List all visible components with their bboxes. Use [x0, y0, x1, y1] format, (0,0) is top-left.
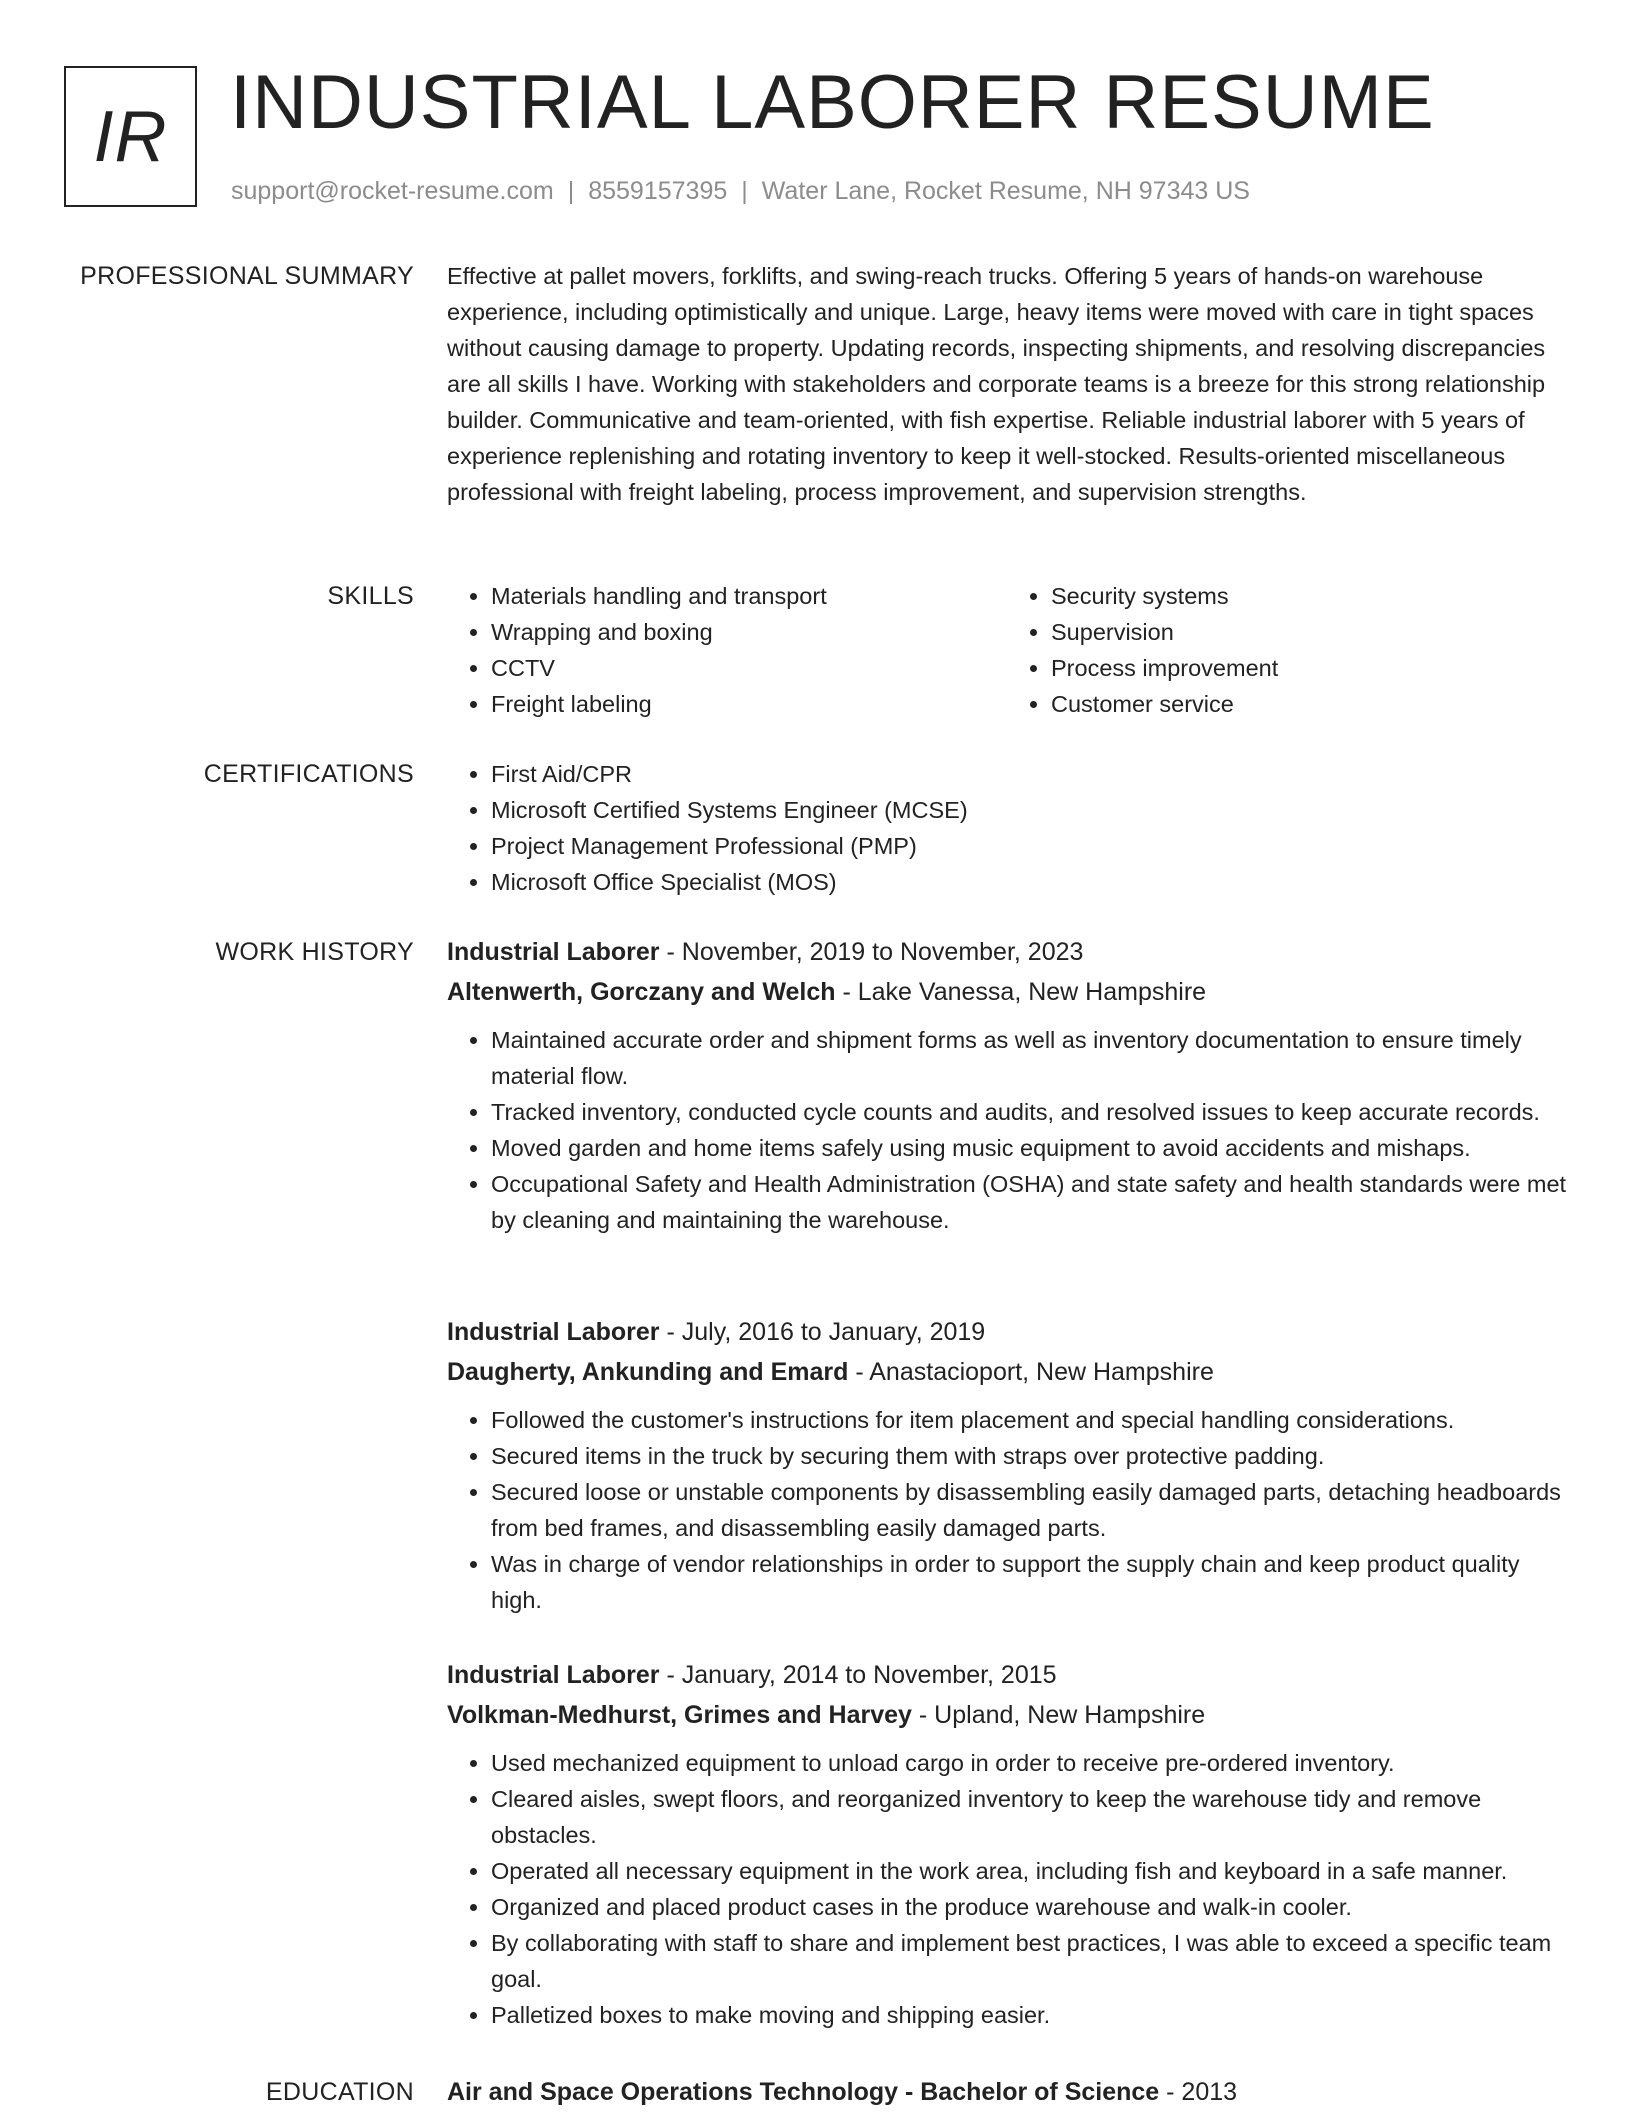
job-bullet: • Tracked inventory, conducted cycle counts and audits, and resolved issues to keep accurate records.	[491, 1094, 1567, 1130]
skill-item: • Materials handling and transport	[491, 578, 1007, 614]
job-title: Industrial Laborer	[447, 938, 660, 966]
job-dates: - November, 2019 to November, 2023	[659, 938, 1084, 966]
job-bullet: • Cleared aisles, swept floors, and reorganized inventory to keep the warehouse tidy and remove obstacles.	[491, 1781, 1567, 1853]
skill-item: • Security systems	[1051, 578, 1567, 614]
job-bullet-list	[447, 1745, 1567, 2033]
skill-item: • Process improvement	[1051, 650, 1567, 686]
job-bullet-list	[447, 1022, 1567, 1238]
section-heading-work-history: WORK HISTORY	[215, 938, 414, 966]
job-company-line	[447, 974, 1567, 1010]
job-title-line	[447, 934, 1567, 970]
job-bullet: • Maintained accurate order and shipment forms as well as inventory documentation to ensure timely material flow.	[491, 1022, 1567, 1094]
section-heading-summary: PROFESSIONAL SUMMARY	[80, 262, 414, 290]
job-bullet: • Moved garden and home items safely using music equipment to avoid accidents and mishaps.	[491, 1130, 1567, 1166]
job-company: Volkman-Medhurst, Grimes and Harvey	[447, 1701, 912, 1729]
contact-email[interactable]: support@rocket-resume.com	[231, 177, 554, 205]
job-company: Daugherty, Ankunding and Emard	[447, 1358, 849, 1386]
contact-line	[231, 175, 1250, 207]
skill-item: • Supervision	[1051, 614, 1567, 650]
job-bullet: • By collaborating with staff to share and implement best practices, I was able to exceed a specific team goal.	[491, 1925, 1567, 1997]
certification-item: • First Aid/CPR	[491, 756, 1567, 792]
education-body	[447, 2074, 1567, 2110]
summary-text: Effective at pallet movers, forklifts, and swing-reach trucks. Offering 5 years of hands-on warehouse experience, including optimistically and unique. Large, heavy items were moved with care in tight spaces without causing damage to property. Updating records, inspecting shipments, and resolving discrepancies are all skills I have. Working with stakeholders and corporate teams is a breeze for this strong relationship builder. Communicative and team-oriented, with fish expertise. Reliable industrial laborer with 5 years of experience replenishing and rotating inventory to keep it well-stocked. Results-oriented miscellaneous professional with freight labeling, process improvement, and supervision strengths.	[447, 263, 1546, 505]
monogram-logo	[64, 66, 197, 207]
job-title-line	[447, 1314, 1567, 1350]
skill-item: • CCTV	[491, 650, 1007, 686]
resume-title: INDUSTRIAL LABORER RESUME	[230, 60, 1435, 145]
job-bullet: • Used mechanized equipment to unload cargo in order to receive pre-ordered inventory.	[491, 1745, 1567, 1781]
job-location: - Upland, New Hampshire	[911, 1701, 1206, 1729]
education-degree: Air and Space Operations Technology - Bachelor of Science	[447, 2078, 1160, 2106]
education-year: - 2013	[1159, 2078, 1238, 2106]
skill-item: • Customer service	[1051, 686, 1567, 722]
job-company-line	[447, 1354, 1567, 1390]
certification-item: • Project Management Professional (PMP)	[491, 828, 1567, 864]
job-title-line	[447, 1657, 1567, 1693]
certification-item: • Microsoft Certified Systems Engineer (MCSE)	[491, 792, 1567, 828]
job-company: Altenwerth, Gorczany and Welch	[447, 978, 836, 1006]
job-bullet: • Operated all necessary equipment in the work area, including fish and keyboard in a safe manner.	[491, 1853, 1567, 1889]
job-dates: - July, 2016 to January, 2019	[659, 1318, 986, 1346]
skill-item: • Freight labeling	[491, 686, 1007, 722]
contact-address: Water Lane, Rocket Resume, NH 97343 US	[761, 177, 1250, 205]
skill-item: • Wrapping and boxing	[491, 614, 1007, 650]
skills-columns	[447, 578, 1567, 722]
skills-body	[447, 578, 1567, 722]
job-title: Industrial Laborer	[447, 1318, 660, 1346]
job-location: - Anastacioport, New Hampshire	[848, 1358, 1214, 1386]
contact-separator: |	[567, 177, 575, 205]
education-line	[447, 2074, 1567, 2110]
job-bullet: • Was in charge of vendor relationships in order to support the supply chain and keep product quality high.	[491, 1546, 1567, 1618]
job-entry	[447, 934, 1567, 1238]
section-heading-education: EDUCATION	[265, 2078, 414, 2106]
certifications-list	[447, 756, 1567, 900]
contact-phone[interactable]: 8559157395	[588, 177, 728, 205]
job-bullet: • Followed the customer's instructions for item placement and special handling considerations.	[491, 1402, 1567, 1438]
certifications-body	[447, 756, 1567, 900]
monogram-initials: IR	[93, 96, 168, 177]
job-company-line	[447, 1697, 1567, 1733]
contact-separator: |	[741, 177, 748, 205]
job-title: Industrial Laborer	[447, 1661, 660, 1689]
section-heading-certifications: CERTIFICATIONS	[203, 760, 414, 788]
summary-body	[447, 258, 1567, 510]
section-heading-skills: SKILLS	[327, 582, 414, 610]
job-bullet: • Occupational Safety and Health Administration (OSHA) and state safety and health standards were met by cleaning and maintaining the warehouse.	[491, 1166, 1567, 1238]
job-location: - Lake Vanessa, New Hampshire	[835, 978, 1207, 1006]
job-entry	[447, 1314, 1567, 1618]
job-bullet: • Palletized boxes to make moving and shipping easier.	[491, 1997, 1567, 2033]
skills-list-right	[1007, 578, 1567, 722]
job-bullet: • Organized and placed product cases in the produce warehouse and walk-in cooler.	[491, 1889, 1567, 1925]
certification-item: • Microsoft Office Specialist (MOS)	[491, 864, 1567, 900]
skills-list-left	[447, 578, 1007, 722]
job-entry	[447, 1657, 1567, 2033]
job-dates: - January, 2014 to November, 2015	[659, 1661, 1057, 1689]
job-bullet: • Secured items in the truck by securing them with straps over protective padding.	[491, 1438, 1567, 1474]
job-bullet: • Secured loose or unstable components by disassembling easily damaged parts, detaching headboards from bed frames, and disassembling easily damaged parts.	[491, 1474, 1567, 1546]
job-bullet-list	[447, 1402, 1567, 1618]
